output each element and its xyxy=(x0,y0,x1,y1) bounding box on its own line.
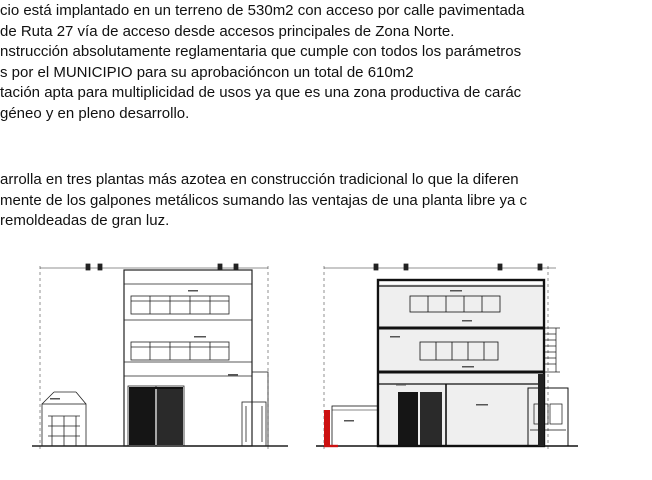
text-line: mente de los galpones metálicos sumando las ventajas de una planta libre ya c xyxy=(0,191,527,209)
text-line: arrolla en tres plantas más azotea en construcción tradicional lo que la diferen xyxy=(0,171,519,188)
text-line: cio está implantado en un terreno de 530m2 con acceso por calle pavimentada xyxy=(0,2,525,19)
text-line: remoldeadas de gran luz. xyxy=(0,212,170,229)
building-front-elevation-drawing-icon xyxy=(28,254,300,454)
description-paragraph-2 xyxy=(0,170,527,232)
text-line: tación apta para multiplicidad de usos ya que es una zona productiva de carác xyxy=(0,84,522,101)
building-section-drawing-icon xyxy=(316,254,646,454)
description-paragraph-1 xyxy=(0,1,525,124)
text-line: géneo y en pleno desarrollo. xyxy=(0,104,190,122)
text-line: s por el MUNICIPIO para su aprobacióncon un total de 610m2 xyxy=(0,63,414,81)
section-drawing xyxy=(316,254,646,454)
text-line: nstrucción absolutamente reglamentaria que cumple con todos los parámetros xyxy=(0,43,522,60)
front-elevation-drawing xyxy=(28,254,300,454)
text-line: de Ruta 27 vía de acceso desde accesos principales de Zona Norte. xyxy=(0,22,455,40)
